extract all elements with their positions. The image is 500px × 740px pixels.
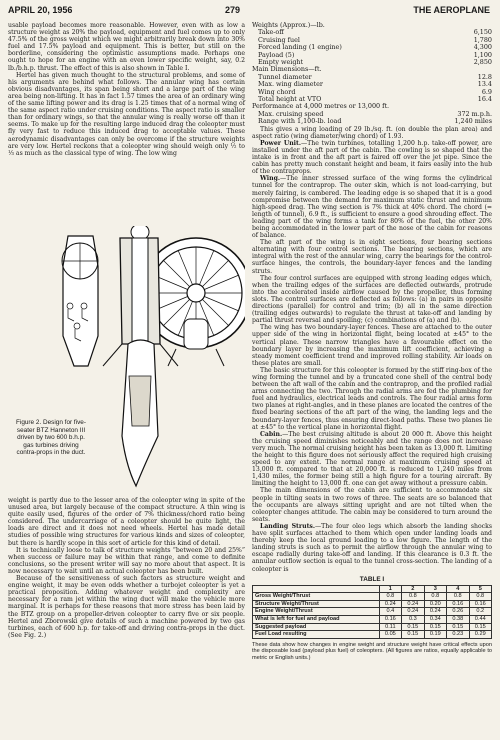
left-column-bottom — [8, 497, 245, 639]
cabin-window — [129, 376, 151, 426]
spec-row: Forced landing (1 engine) 4,300 — [258, 43, 492, 52]
table-row-label: What is left for fuel and payload — [253, 616, 380, 624]
spec-row: Wing chord 6.9 — [258, 87, 492, 96]
table-row — [253, 623, 492, 631]
specifications-table — [252, 22, 492, 126]
page-header — [0, 4, 500, 18]
table-header: 2 — [402, 585, 424, 593]
table-1-title: TABLE I — [359, 575, 385, 583]
table-cell: 0.4 — [379, 608, 401, 616]
table-header: 5 — [469, 585, 492, 593]
paragraph: Because of the sensitiveness of such factors as structure weight and engine weight, it may be even odds whether a turbojet coleopter is yet a practical proposition. Adding whatever weight and complexity are necessary for a ram jet within the wing duct will make the vehicle more marginal. It is perhaps for these reasons that more stress has been laid by the BTZ group on a propeller-driven coleopter to carry five or six people. Hertel and Zborowski give details of such a machine powered by two gas turbines, each of 600 h.p. for take-off and driving contra-props in the duct. (See Fig. 2.) — [8, 575, 245, 639]
table-cell: 0.24 — [402, 608, 424, 616]
table-cell: 0.15 — [424, 623, 446, 631]
spec-row: Max. cruising speed 372 m.p.h. — [258, 109, 492, 118]
table-cell: 0.11 — [379, 623, 401, 631]
table-row-label: Engine Weight/Thrust — [253, 608, 380, 616]
table-cell: 0.05 — [379, 631, 401, 639]
table-cell: 0.16 — [469, 600, 492, 608]
table-cell: 0.26 — [447, 608, 469, 616]
paragraph: Cabin.—The best cruising altitude is about 20 000 ft. Above this height the cruising speed diminishes noticeably and the range does not increase very much. The normal cruising height has been taken as 13,000 ft. Limiting the height to this figure does not seriously affect the required high cruising speed to any extent. The normal range at maximum cruising speed at 13,000 ft. compared to that at 20,000 ft. is reduced to 1,240 miles from 1,430 miles, the former being still a high figure for a touring aircraft. By limiting the height to 13,000 ft. one can get away without a pressure cabin. — [252, 430, 492, 488]
nacelle — [132, 238, 148, 348]
table-cell: 0.24 — [402, 600, 424, 608]
paragraph: Hertel has given much thought to the structural problems, and some of his arguments are behind what follows. The annular wing has certain obvious disadvantages, its span being short and a large part of the wing area being non-lifting. It has in fact 1.57 times the area of an ordinary wing of the same lifting power and its drag is 1.25 times that of a normal wing of the same aspect ratio under cruising conditions. The aspect ratio is smaller than for ordinary wings, so that the annular wing is really worse off than it seems. To make up for the resulting large induced drag the coleopter must fly very fast to reduce this induced drag to acceptable values. These aerodynamic disadvantages can only be overcome if the structure weights are very low. Hertel reckons that a coleopter wing should weigh only ½ to ⅓ as much as the classical type of wing. The low wing — [8, 71, 245, 157]
table-row — [253, 600, 492, 608]
paragraph: Landing Struts.—The four oleo legs which absorb the landing shocks have split surfaces attached to them which open under landing loads and thereby keep the local ground loading to a low figure. The length of the landing struts is such as to permit the airflow through the annular wing to escape radially during take-off and landing. If this clearance is 0.3 ft. the annular outflow section is equal to the tunnel cross-section. The landing of a coleopter is — [252, 522, 492, 573]
performance-heading: Performance at 4,000 metres or 13,000 ft. — [252, 102, 390, 111]
table-header: 4 — [447, 585, 469, 593]
table-cell: 0.38 — [447, 616, 469, 624]
table-1 — [252, 585, 492, 639]
paragraph: The basic structure for this coleopter is formed by the stiff ring-box of the wing forming the tunnel and by a truncated cone shell of the central body between the aft wall of the cabin and the contraprop, and the profiled radial arms connecting the two. Through the radial arms are fed the plumbing for fuel and hydraulics, electrical leads and controls. The four radial arms form two planes at right-angles, and in these planes are located the centres of the fixed bearing sections of the aft part of the wing, the landing legs and the boundary-layer fences, thus ensuring direct-load paths. These two planes lie at ±45° to the vertical plane in horizontal flight. — [252, 366, 492, 431]
weights-heading: Weights (Approx.)—lb. — [252, 21, 325, 29]
table-row-label: Gross Weight/Thrust — [253, 593, 380, 601]
plan-outline — [63, 236, 98, 366]
table-cell: 0.29 — [469, 631, 492, 639]
table-cell: 0.8 — [402, 593, 424, 601]
paragraph: This gives a wing loading of 29 lb./sq. ft. (on double the plan area) and aspect ratio (wing diameter/wing chord) of 1.93. — [252, 125, 492, 140]
table-cell: 0.24 — [424, 608, 446, 616]
table-cell: 0.15 — [402, 623, 424, 631]
table-header-blank — [253, 585, 380, 593]
paragraph: The four control surfaces are equipped with strong leading edges which, when the trailing edges of the surfaces are deflected outwards, protrude into the accelerated inside airflow caused by the propeller, thus forming slots. The control surfaces are deflected as follows: (a) in pairs in opposite directions (parallel) for control and trim; (b) all in the same direction (trailing edges outwards) to regulate the thrust at take-off and landing by partial thrust reversal and spoiling; (c) combinations of (a) and (b). — [252, 274, 492, 325]
table-cell: 0.15 — [469, 623, 492, 631]
table-cell: 0.15 — [447, 623, 469, 631]
table-cell: 0.23 — [447, 631, 469, 639]
paragraph: The main dimensions of the cabin are sufficient to accommodate six people in tilting seats in two rows of three. The seats are so balanced that the occupants are always sitting upright and are not tilted when the coleopter changes attitude. The cabin may be considered to turn around the seats. — [252, 487, 492, 523]
table-cell: 0.2 — [469, 608, 492, 616]
table-cell: 0.16 — [447, 600, 469, 608]
table-row-label: Suggested payload — [253, 623, 380, 631]
table-cell: 0.8 — [469, 593, 492, 601]
table-row — [253, 631, 492, 639]
table-header: 1 — [379, 585, 401, 593]
table-cell: 0.8 — [424, 593, 446, 601]
paragraph: The wing has two boundary-layer fences. These are attached to the outer upper side of the wing in horizontal flight, being located at ±45° to the vertical plane. These narrow triangles have a favourable effect on the boundary layer by increasing the maximum lift coefficient, achieving a steady moment coefficient trend and improved rolling stability. Air loads on these plates are small. — [252, 324, 492, 367]
table-cell: 0.44 — [469, 616, 492, 624]
paragraph: usable payload becomes more reasonable. However, even with as low a structure weight as 20% the payload, equipment and fuel comes up to only 47.5% of the gross weight which we might arbitrarily break down into 30% fuel and 17.5% payload and equipment. This is better, but still on the borderline, considering the optimistic assumptions made. Perhaps one ought to hope for an engine with an even lower specific weight, say, 0.2 lb./b.h.p. thrust. The effect of this is also shown in Table I. — [8, 22, 245, 72]
paragraph: The aft part of the wing is in eight sections, four bearing sections alternating with four control sections. The bearing sections, which are integral with the rest of the annular wing, carry the bearings for the control-surface hinges, the controls, the boundary-layer fences and the landing struts. — [252, 239, 492, 275]
spec-row: Max. wing diameter 13.4 — [258, 80, 492, 89]
left-column-top — [8, 22, 245, 157]
paragraph: It is technically loose to talk of structure weights “between 20 and 25%” when success or failure may be within that range, and come to definite conclusions, so the present writer will say no more about that aspect. It is now necessary to wait until an actual coleopter has been built. — [8, 546, 245, 575]
paragraph: Wing.—The inner stressed surface of the wing forms the cylindrical tunnel for the contraprop. The outer skin, which is not load-carrying, but merely fairing, is cambered. The leading edge is so shaped that it is a good compromise between the demand for maximum static thrust and minimum high-speed drag. The wing section is 7% thick at 40% chord. The chord (= length of tunnel), 6.9 ft., is sufficient to ensure a good shrouding effect. The leading part of the wing forms a tank for 80% of the fuel, the other 20% being accommodated in the lower part of the nose of the cabin for reasons of balance. — [252, 175, 492, 240]
spec-row: Range with 1,100-lb. load 1,240 miles — [258, 117, 492, 126]
table-cell: 0.20 — [424, 600, 446, 608]
journal-title: THE AEROPLANE — [413, 5, 490, 15]
table-cell: 0.8 — [447, 593, 469, 601]
cabin-front — [184, 319, 208, 349]
table-cell: 0.16 — [379, 616, 401, 624]
figure-2 — [8, 226, 245, 492]
paragraph: Power Unit.—The twin turbines, totalling 1,200 h.p. take-off power, are installed under the aft part of the cabin. The cowling is so shaped that the intake is in front and the aft part is faired off over the jet pipe. Since the cabin has pretty much constant height and beam, it fairs easily into the hub of the contraprops. — [252, 139, 493, 176]
spec-row: Payload (5) 1,100 — [258, 50, 492, 59]
table-row — [253, 593, 492, 601]
table-header: 3 — [424, 585, 446, 593]
issue-date: APRIL 20, 1956 — [8, 5, 73, 15]
table-row — [253, 608, 492, 616]
hub — [187, 284, 205, 302]
table-cell: 0.34 — [424, 616, 446, 624]
spec-row: Take-off 6,150 — [258, 28, 492, 37]
spec-row: Cruising fuel 1,780 — [258, 35, 492, 44]
paragraph: weight is partly due to the lesser area of the coleopter wing in spite of the unused area, but largely because of the compact structure. A thin wing is quite easily used, figures of the order of 7% thickness/chord ratio being considered. The undercarriage of a coleopter should be quite light, the loads are direct and it does not need wheels. Hertel has made detail studies of possible wing structures for various kinds and sizes of coleopter, but there is hardly scope in this sort of article for this kind of detail. — [8, 497, 245, 547]
table-cell: 0.3 — [402, 616, 424, 624]
table-row — [253, 616, 492, 624]
table-cell: 0.8 — [379, 593, 401, 601]
table-cell: 0.15 — [402, 631, 424, 639]
spec-row: Total height at VTO 16.4 — [258, 95, 492, 104]
page-number: 279 — [225, 5, 241, 15]
figure-caption: Figure 2. Design for five-seater BTZ Hanneton III driven by two 600 b.h.p. gas turbines driving contra-props in the duct. — [16, 419, 86, 457]
right-column — [252, 22, 492, 661]
spec-row: Tunnel diameter 12.8 — [258, 72, 492, 81]
table-row-label: Fuel Load resulting — [253, 631, 380, 639]
table-row-label: Structure Weight/Thrust — [253, 600, 380, 608]
plan-view — [62, 236, 98, 366]
table-cell: 0.24 — [379, 600, 401, 608]
table-cell: 0.19 — [424, 631, 446, 639]
table-1-note: These data show how changes in engine weight and structure weight have critical effects upon the disposable load (payload plus fuel) of coleopters. (All figures are ratios, equally applicable to metric or English units.) — [252, 641, 492, 661]
dimensions-heading: Main Dimensions—ft. — [252, 65, 322, 74]
spec-row: Empty weight 2,850 — [258, 58, 492, 67]
